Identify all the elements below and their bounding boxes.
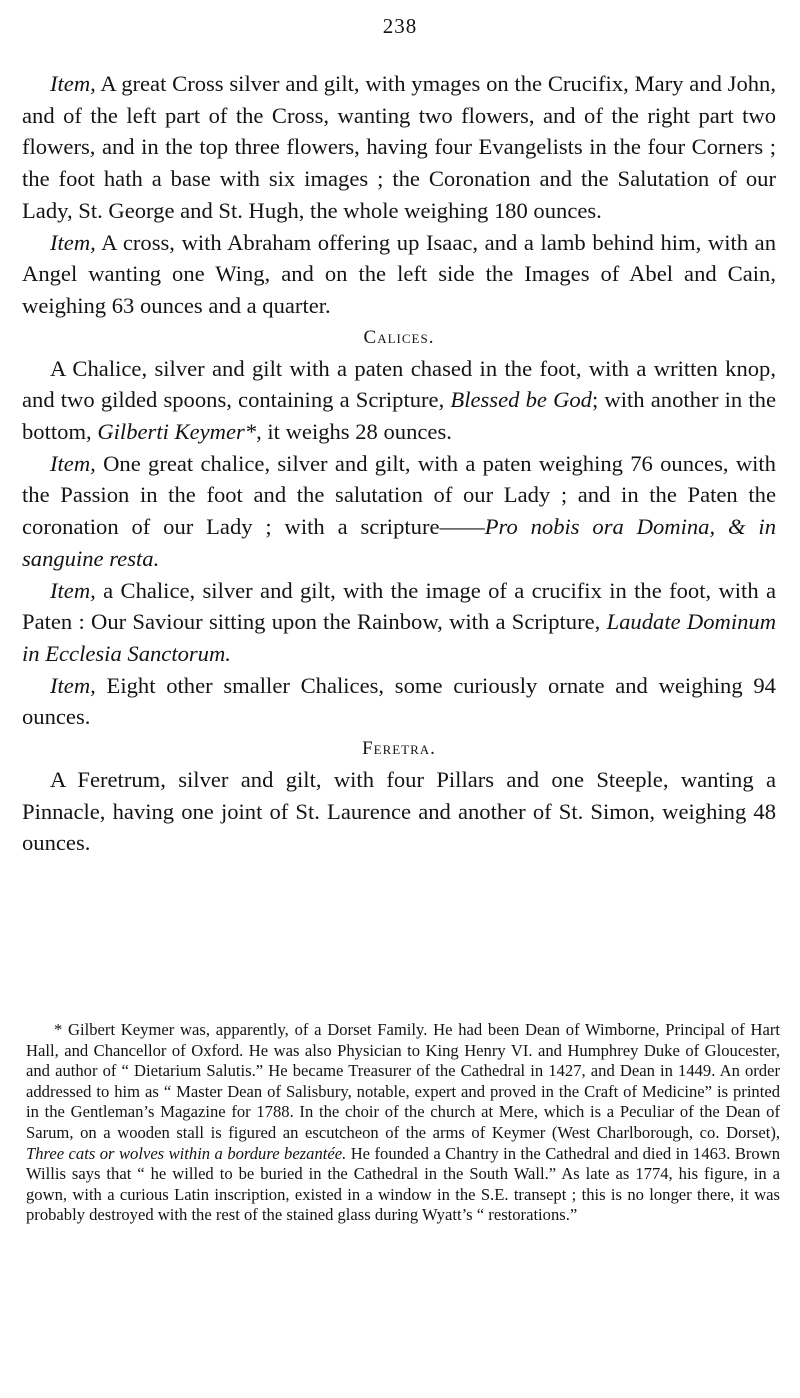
paragraph-text: a Chalice, silver and gilt, with the image of a crucifix in the foot, with a Paten : Our Saviour sitting upon the Rainbow, with a Scripture, xyxy=(22,577,776,635)
item-label: Item, xyxy=(50,450,96,476)
paragraph-crucifix-chalice xyxy=(22,575,776,670)
scripture-quote: Blessed be God xyxy=(450,387,592,413)
section-heading-feretra: Feretra. xyxy=(362,738,436,760)
paragraph-text: A great Cross silver and gilt, with ymages on the Crucifix, Mary and John, and of the left part of the Cross, wanting two flowers, and of the right part two flowers, and in the top three flowers, having four Evangelists in the four Corners ; the foot hath a base with six images ; the Coronation and the Salutation of our Lady, St. George and St. Hugh, the whole weighing 180 ounces. xyxy=(22,71,776,223)
footnote xyxy=(26,1020,780,1226)
paragraph-text: Eight other smaller Chalices, some curiously ornate and weighing 94 ounces. xyxy=(22,672,776,730)
item-label: Item, xyxy=(50,672,96,698)
footnote-text: * Gilbert Keymer was, apparently, of a Dorset Family. He had been Dean of Wimborne, Principal of Hart Hall, and Chancellor of Oxford. He was also Physician to King Henry VI. and Humphrey Duke of Gloucester, and author of “ Dietarium Salutis.” He became Treasurer of the Cathedral in 1427, and Dean in 1449. An order addressed to him as “ Master Dean of Salisbury, notable, expert and proved in the Craft of Medicine” is printed in the Gentleman’s Magazine for 1788. In the choir of the church at Mere, which is a Peculiar of the Dean of Sarum, on a wooden stall is figured an escutcheon of the arms of Keymer (West Charlborough, co. Dorset), xyxy=(26,1020,780,1142)
item-label: Item, xyxy=(50,71,96,96)
paragraph-text: A Chalice, silver and gilt with a paten chased in the foot, with a written knop, and two gilded spoons, containing a Scripture, xyxy=(22,355,776,413)
paragraph-feretrum xyxy=(22,764,776,859)
main-text xyxy=(22,68,776,859)
paragraph-text: , it weighs 28 ounces. xyxy=(256,419,452,445)
paragraph-great-cross xyxy=(22,68,776,227)
item-label: Item, xyxy=(50,229,96,255)
paragraph-text: ; with another in the bottom, xyxy=(22,387,776,445)
paragraph-abraham-cross xyxy=(22,227,776,322)
page-number: 238 xyxy=(382,14,418,38)
inscription-quote: Gilberti Keymer* xyxy=(97,419,257,445)
scripture-quote: Laudate Dominum in Ecclesia Sanctorum. xyxy=(22,609,777,666)
section-heading-calices: Calices. xyxy=(363,326,435,348)
scripture-quote: Pro nobis ora Domina, & in sanguine resta. xyxy=(22,514,776,571)
footnote-text: He founded a Chantry in the Cathedral and died in 1463. Brown Willis says that “ he willed to be buried in the Cathedral in the South Wall.” As late as 1774, his figure, in a gown, with a curious Latin inscription, existed in a window in the S.E. transept ; this is no longer there, it was probably destroyed with the rest of the stained glass during Wyatt’s “ restorations.” xyxy=(26,1143,780,1225)
paragraph-chalice xyxy=(22,353,776,448)
paragraph-smaller-chalices xyxy=(22,670,776,733)
paragraph-text: One great chalice, silver and gilt, with a paten weighing 76 ounces, with the Passion in the foot and the salutation of our Lady ; and in the Paten the coronation of our Lady ; with a scripture—— xyxy=(22,450,776,540)
heraldic-blazon: Three cats or wolves within a bordure bezantée. xyxy=(26,1143,347,1163)
footnote-paragraph xyxy=(26,1020,780,1226)
paragraph-text: A cross, with Abraham offering up Isaac, and a lamb behind him, with an Angel wanting one Wing, and on the left side the Images of Abel and Cain, weighing 63 ounces and a quarter. xyxy=(22,229,776,318)
paragraph-text: A Feretrum, silver and gilt, with four Pillars and one Steeple, wanting a Pinnacle, having one joint of St. Laurence and another of St. Simon, weighing 48 ounces. xyxy=(22,767,776,856)
paragraph-great-chalice xyxy=(22,448,776,575)
item-label: Item, xyxy=(50,577,96,603)
